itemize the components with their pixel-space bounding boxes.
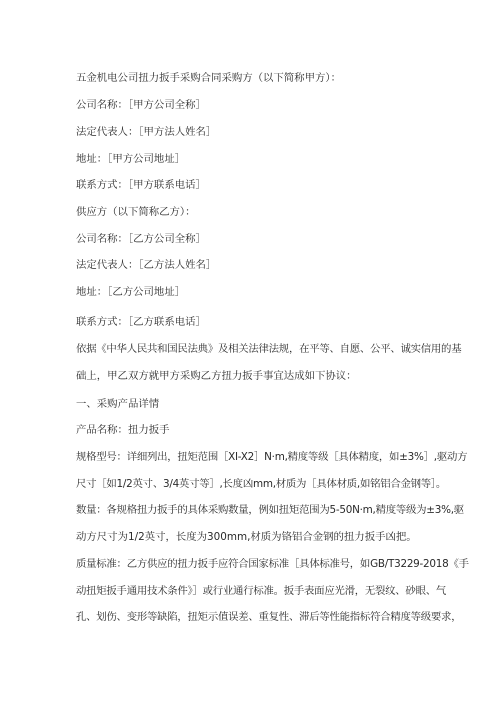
buyer-contact: 联系方式：［甲方联系电话］: [76, 179, 206, 191]
quantity-line-2: 动方尺寸为1/2英寸，长度为300mm,材质为铬铝合金钢的扭力扳手凶把。: [76, 531, 417, 543]
supplier-legal-representative: 法定代表人：［乙方法人姓名］: [76, 259, 217, 271]
quantity-line-1: 数量：各规格扭力扳手的具体采购数量，例如扭矩范围为5-50N·m,精度等级为±3%,驱: [76, 504, 464, 516]
buyer-company-name: 公司名称：［甲方公司全称］: [76, 99, 206, 111]
quality-line-2: 动扭矩扳手通用技术条件》］或行业通行标准。扳手表面应光滑，无裂纹、砂眼、气: [76, 585, 446, 597]
spec-line-1: 规格型号：详细列出，扭矩范围［XI-X2］N·m,精度等级［具体精度，如±3%］,驱动方: [76, 451, 468, 463]
supplier-address: 地址：［乙方公司地址］: [76, 286, 186, 298]
preamble-line-2: 础上，甲乙双方就甲方采购乙方扭力扳手事宜达成如下协议：: [76, 370, 357, 382]
product-name: 产品名称：扭力扳手: [76, 424, 170, 436]
quality-line-3: 孔、划伤、变形等缺陷，扭矩示值误差、重复性、滞后等性能指标符合精度等级要求，: [76, 611, 462, 623]
section-title-product-details: 一、采购产品详情: [76, 398, 160, 410]
supplier-company-name: 公司名称：［乙方公司全称］: [76, 233, 206, 245]
buyer-legal-representative: 法定代表人：［甲方法人姓名］: [76, 126, 217, 138]
buyer-address: 地址：［甲方公司地址］: [76, 153, 186, 165]
quality-line-1: 质量标准：乙方供应的扭力扳手应符合国家标准［具体标准号，如GB/T3229-2018《手: [76, 558, 469, 570]
supplier-intro: 供应方（以下简称乙方）：: [76, 206, 196, 218]
preamble-line-1: 依据《中华人民共和国民法典》及相关法律法规，在平等、自愿、公平、诚实信用的基: [76, 343, 462, 355]
buyer-intro: 五金机电公司扭力扳手采购合同采购方（以下简称甲方）：: [76, 72, 341, 84]
supplier-contact: 联系方式：［乙方联系电话］: [76, 316, 206, 328]
spec-line-2: 尺寸［如1/2英寸、3/4英寸等］,长度凶mm,材质为［具体材质,如铭铝合金钢等］。: [76, 478, 447, 490]
